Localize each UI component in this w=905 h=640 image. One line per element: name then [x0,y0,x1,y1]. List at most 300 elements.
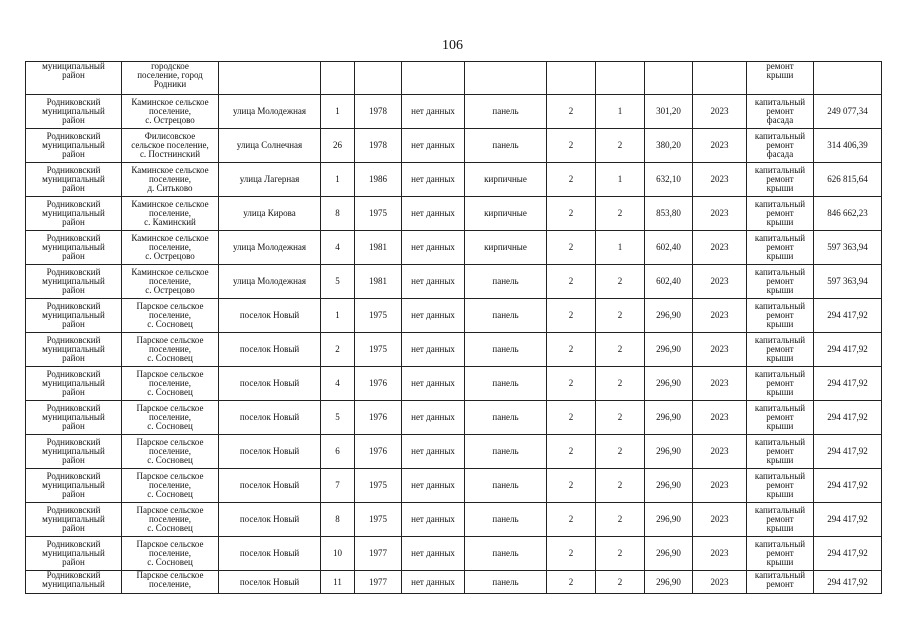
cell-text: 2 [568,412,574,422]
cell-text: Родниковский муниципальный район [42,301,105,329]
cell-material [465,469,547,503]
cell-text: улица Солнечная [236,140,303,150]
cell-entrances [596,537,645,571]
cell-text: 2 [617,276,623,286]
cell-text: 301,20 [656,106,681,116]
cell-number [321,231,355,265]
cell-series [402,401,465,435]
cell-floors [547,265,596,299]
cell-text: 380,20 [656,140,681,150]
cell-area [645,503,693,537]
cell-text: 294 417,92 [827,446,868,456]
cell-text: панель [492,344,519,354]
cell-text: 5 [335,276,340,286]
cell-plan-year [693,62,747,95]
cell-district [26,537,122,571]
cell-text: Родниковский муниципальный [42,570,105,589]
cell-text: 2 [617,412,623,422]
cell-text: 294 417,92 [827,576,868,587]
cell-text: 1 [617,106,623,116]
table-row [26,299,882,333]
cell-district [26,265,122,299]
cell-district [26,299,122,333]
cell-series [402,367,465,401]
cell-number [321,129,355,163]
cell-cost [814,129,882,163]
cell-text: 2 [568,548,574,558]
cell-text: 2 [568,174,574,184]
cell-year [355,231,402,265]
cell-entrances [596,503,645,537]
cell-district [26,435,122,469]
cell-text: поселок Новый [239,548,300,558]
cell-text: 294 417,92 [827,378,868,388]
cell-text: 2 [617,378,623,388]
cell-text: поселок Новый [239,344,300,354]
cell-floors [547,129,596,163]
cell-text: 314 406,39 [827,140,868,150]
cell-number [321,197,355,231]
cell-settlement [122,435,219,469]
cell-series [402,231,465,265]
cell-text: 2023 [710,446,729,456]
cell-text: 296,90 [656,310,681,320]
cell-text: Родниковский муниципальный район [42,165,105,193]
cell-entrances [596,197,645,231]
cell-text: капитальный ремонт [754,570,806,589]
cell-text: Родниковский муниципальный район [42,369,105,397]
cell-entrances [596,571,645,594]
cell-area [645,95,693,129]
cell-plan-year [693,231,747,265]
cell-text: 294 417,92 [827,412,868,422]
cell-series [402,333,465,367]
cell-text: Родниковский муниципальный район [42,539,105,567]
cell-text: панель [492,514,519,524]
cell-cost [814,299,882,333]
cell-year [355,469,402,503]
cell-settlement [122,537,219,571]
cell-text: капитальный ремонт крыши [754,369,806,397]
cell-area [645,197,693,231]
cell-area [645,571,693,594]
cell-year [355,197,402,231]
cell-text: 2 [568,310,574,320]
cell-text: панель [492,446,519,456]
cell-settlement [122,62,219,95]
cell-settlement [122,95,219,129]
cell-number [321,503,355,537]
cell-text: поселок Новый [239,514,300,524]
cell-text: 1975 [369,344,387,354]
cell-material [465,367,547,401]
cell-text: Парское сельское поселение, с. Сосновец [136,437,204,465]
cell-cost [814,435,882,469]
cell-text: 7 [335,480,340,490]
cell-text: 2 [568,480,574,490]
cell-text: Парское сельское поселение, с. Сосновец [136,335,204,363]
cell-text: кирпичные [484,174,527,184]
cell-year [355,299,402,333]
cell-text: 602,40 [656,242,681,252]
cell-text: муниципальный район [42,61,105,80]
cell-street [219,299,321,333]
cell-entrances [596,62,645,95]
cell-text: 1978 [369,140,387,150]
cell-text: 2 [617,446,623,456]
cell-text: капитальный ремонт крыши [754,335,806,363]
cell-text: 2 [568,242,574,252]
cell-work [747,435,814,469]
cell-entrances [596,333,645,367]
cell-text: 2 [335,344,340,354]
cell-text: капитальный ремонт крыши [754,267,806,295]
cell-district [26,62,122,95]
cell-work [747,197,814,231]
cell-text: 1 [335,106,340,116]
cell-floors [547,469,596,503]
cell-district [26,503,122,537]
cell-work [747,62,814,95]
table-row [26,197,882,231]
cell-text: 2 [568,576,574,587]
cell-series [402,503,465,537]
cell-plan-year [693,571,747,594]
cell-area [645,163,693,197]
cell-series [402,163,465,197]
cell-entrances [596,95,645,129]
cell-work [747,333,814,367]
cell-text: 1977 [369,548,387,558]
cell-text: панель [492,576,519,587]
cell-district [26,197,122,231]
cell-text: поселок Новый [239,480,300,490]
cell-text: 2 [617,344,623,354]
cell-text: 2 [568,106,574,116]
table-row [26,367,882,401]
cell-text: 2 [568,344,574,354]
cell-text: поселок Новый [239,412,300,422]
cell-text: Каминское сельское поселение, д. Ситьково [131,165,209,193]
cell-text: 1975 [369,480,387,490]
cell-text: кирпичные [484,208,527,218]
cell-material [465,231,547,265]
cell-text: капитальный ремонт крыши [754,471,806,499]
cell-year [355,435,402,469]
cell-floors [547,62,596,95]
cell-text: Парское сельское поселение, с. Сосновец [136,301,204,329]
cell-text: Филисовское сельское поселение, с. Постнинский [131,131,209,159]
cell-cost [814,401,882,435]
cell-text: Парское сельское поселение, с. Сосновец [136,505,204,533]
cell-cost [814,333,882,367]
cell-number [321,367,355,401]
cell-plan-year [693,333,747,367]
cell-series [402,435,465,469]
cell-series [402,95,465,129]
cell-text: 2 [568,140,574,150]
cell-number [321,571,355,594]
cell-entrances [596,129,645,163]
cell-area [645,62,693,95]
cell-work [747,469,814,503]
table-row [26,435,882,469]
cell-entrances [596,231,645,265]
table-body [26,62,882,594]
cell-floors [547,367,596,401]
cell-floors [547,299,596,333]
cell-cost [814,95,882,129]
cell-text: 294 417,92 [827,310,868,320]
cell-street [219,231,321,265]
cell-text: Родниковский муниципальный район [42,267,105,295]
cell-text: Парское сельское поселение, [136,570,204,589]
cell-street [219,401,321,435]
cell-text: 2 [617,548,623,558]
cell-text: 296,90 [656,480,681,490]
table-row [26,401,882,435]
cell-text: 1977 [369,576,387,587]
cell-text: Родниковский муниципальный район [42,505,105,533]
cell-text: поселок Новый [239,446,300,456]
cell-text: 1986 [369,174,387,184]
cell-text: 296,90 [656,576,681,587]
cell-text: панель [492,140,519,150]
cell-area [645,469,693,503]
cell-text: 2023 [710,140,729,150]
cell-text: городское поселение, город Родники [137,61,203,89]
cell-year [355,503,402,537]
cell-street [219,503,321,537]
cell-text: Родниковский муниципальный район [42,233,105,261]
cell-text: нет данных [411,106,455,116]
cell-text: панель [492,548,519,558]
cell-text: капитальный ремонт крыши [754,165,806,193]
cell-text: капитальный ремонт крыши [754,539,806,567]
cell-text: 1 [617,174,623,184]
cell-year [355,333,402,367]
cell-work [747,95,814,129]
cell-number [321,265,355,299]
cell-text: Родниковский муниципальный район [42,97,105,125]
cell-text: капитальный ремонт крыши [754,403,806,431]
cell-text: 296,90 [656,514,681,524]
cell-number [321,163,355,197]
cell-material [465,197,547,231]
cell-text: 2023 [710,242,729,252]
cell-text: панель [492,378,519,388]
cell-text: нет данных [411,576,455,587]
cell-work [747,299,814,333]
cell-district [26,95,122,129]
table-row [26,333,882,367]
cell-settlement [122,571,219,594]
cell-material [465,435,547,469]
cell-material [465,537,547,571]
cell-text: ремонт крыши [766,61,794,80]
cell-text: нет данных [411,514,455,524]
cell-text: кирпичные [484,242,527,252]
cell-text: 2023 [710,106,729,116]
cell-text: 2 [617,480,623,490]
cell-text: 5 [335,412,340,422]
cell-work [747,571,814,594]
cell-cost [814,265,882,299]
cell-series [402,62,465,95]
cell-work [747,129,814,163]
cell-entrances [596,469,645,503]
cell-settlement [122,401,219,435]
table-row [26,469,882,503]
cell-number [321,62,355,95]
cell-floors [547,401,596,435]
cell-text: 597 363,94 [827,242,868,252]
cell-floors [547,503,596,537]
cell-text: панель [492,480,519,490]
cell-text: 1976 [369,412,387,422]
cell-number [321,299,355,333]
cell-text: 8 [335,208,340,218]
cell-cost [814,503,882,537]
table-row [26,163,882,197]
cell-work [747,367,814,401]
cell-text: нет данных [411,548,455,558]
cell-text: 296,90 [656,344,681,354]
cell-text: 2 [568,514,574,524]
cell-floors [547,537,596,571]
cell-text: улица Молодежная [232,106,307,116]
cell-text: поселок Новый [239,310,300,320]
cell-text: Парское сельское поселение, с. Сосновец [136,471,204,499]
cell-text: 294 417,92 [827,344,868,354]
cell-text: нет данных [411,310,455,320]
cell-text: 1981 [369,276,387,286]
cell-number [321,95,355,129]
cell-text: 296,90 [656,446,681,456]
cell-text: Парское сельское поселение, с. Сосновец [136,403,204,431]
cell-text: капитальный ремонт крыши [754,437,806,465]
cell-material [465,333,547,367]
table-row [26,265,882,299]
cell-floors [547,435,596,469]
cell-text: поселок Новый [239,378,300,388]
cell-text: 2023 [710,412,729,422]
cell-text: капитальный ремонт фасада [754,131,806,159]
cell-text: 1976 [369,446,387,456]
cell-area [645,265,693,299]
cell-text: 2 [617,310,623,320]
cell-street [219,129,321,163]
cell-text: Родниковский муниципальный район [42,437,105,465]
page-number: 106 [442,38,463,53]
cell-text: 1981 [369,242,387,252]
cell-floors [547,95,596,129]
cell-text: 2 [617,514,623,524]
cell-text: 2023 [710,548,729,558]
cell-area [645,401,693,435]
cell-text: Родниковский муниципальный район [42,403,105,431]
cell-text: Парское сельское поселение, с. Сосновец [136,369,204,397]
cell-text: 249 077,34 [827,106,868,116]
cell-text: 8 [335,514,340,524]
cell-district [26,129,122,163]
cell-plan-year [693,469,747,503]
cell-series [402,469,465,503]
cell-text: Парское сельское поселение, с. Сосновец [136,539,204,567]
cell-text: нет данных [411,174,455,184]
cell-text: 4 [335,242,340,252]
cell-settlement [122,163,219,197]
cell-settlement [122,503,219,537]
cell-street [219,197,321,231]
cell-text: 2 [568,276,574,286]
cell-text: 2023 [710,480,729,490]
cell-plan-year [693,95,747,129]
cell-entrances [596,435,645,469]
cell-text: 2023 [710,174,729,184]
cell-number [321,435,355,469]
cell-year [355,62,402,95]
cell-text: 1975 [369,208,387,218]
cell-text: 2 [617,140,623,150]
table-row [26,537,882,571]
cell-text: 1 [335,310,340,320]
cell-cost [814,163,882,197]
cell-district [26,333,122,367]
cell-text: капитальный ремонт крыши [754,233,806,261]
cell-number [321,401,355,435]
cell-text: 2 [617,576,623,587]
cell-district [26,163,122,197]
cell-text: нет данных [411,480,455,490]
cell-year [355,537,402,571]
cell-street [219,163,321,197]
cell-series [402,197,465,231]
cell-entrances [596,367,645,401]
cell-floors [547,571,596,594]
cell-text: панель [492,412,519,422]
cell-text: Родниковский муниципальный район [42,131,105,159]
cell-number [321,537,355,571]
cell-number [321,333,355,367]
cell-district [26,401,122,435]
cell-text: 2023 [710,344,729,354]
table-row [26,62,882,95]
cell-text: нет данных [411,412,455,422]
cell-cost [814,469,882,503]
cell-text: Каминское сельское поселение, с. Острецово [131,233,209,261]
cell-area [645,129,693,163]
cell-plan-year [693,163,747,197]
cell-text: панель [492,106,519,116]
cell-work [747,265,814,299]
cell-plan-year [693,435,747,469]
cell-floors [547,197,596,231]
cell-district [26,231,122,265]
cell-text: 2023 [710,378,729,388]
cell-text: 626 815,64 [827,174,868,184]
cell-material [465,265,547,299]
cell-plan-year [693,503,747,537]
cell-text: нет данных [411,446,455,456]
cell-text: Родниковский муниципальный район [42,471,105,499]
cell-text: 6 [335,446,340,456]
cell-district [26,367,122,401]
cell-floors [547,333,596,367]
cell-area [645,231,693,265]
cell-text: нет данных [411,378,455,388]
cell-material [465,571,547,594]
